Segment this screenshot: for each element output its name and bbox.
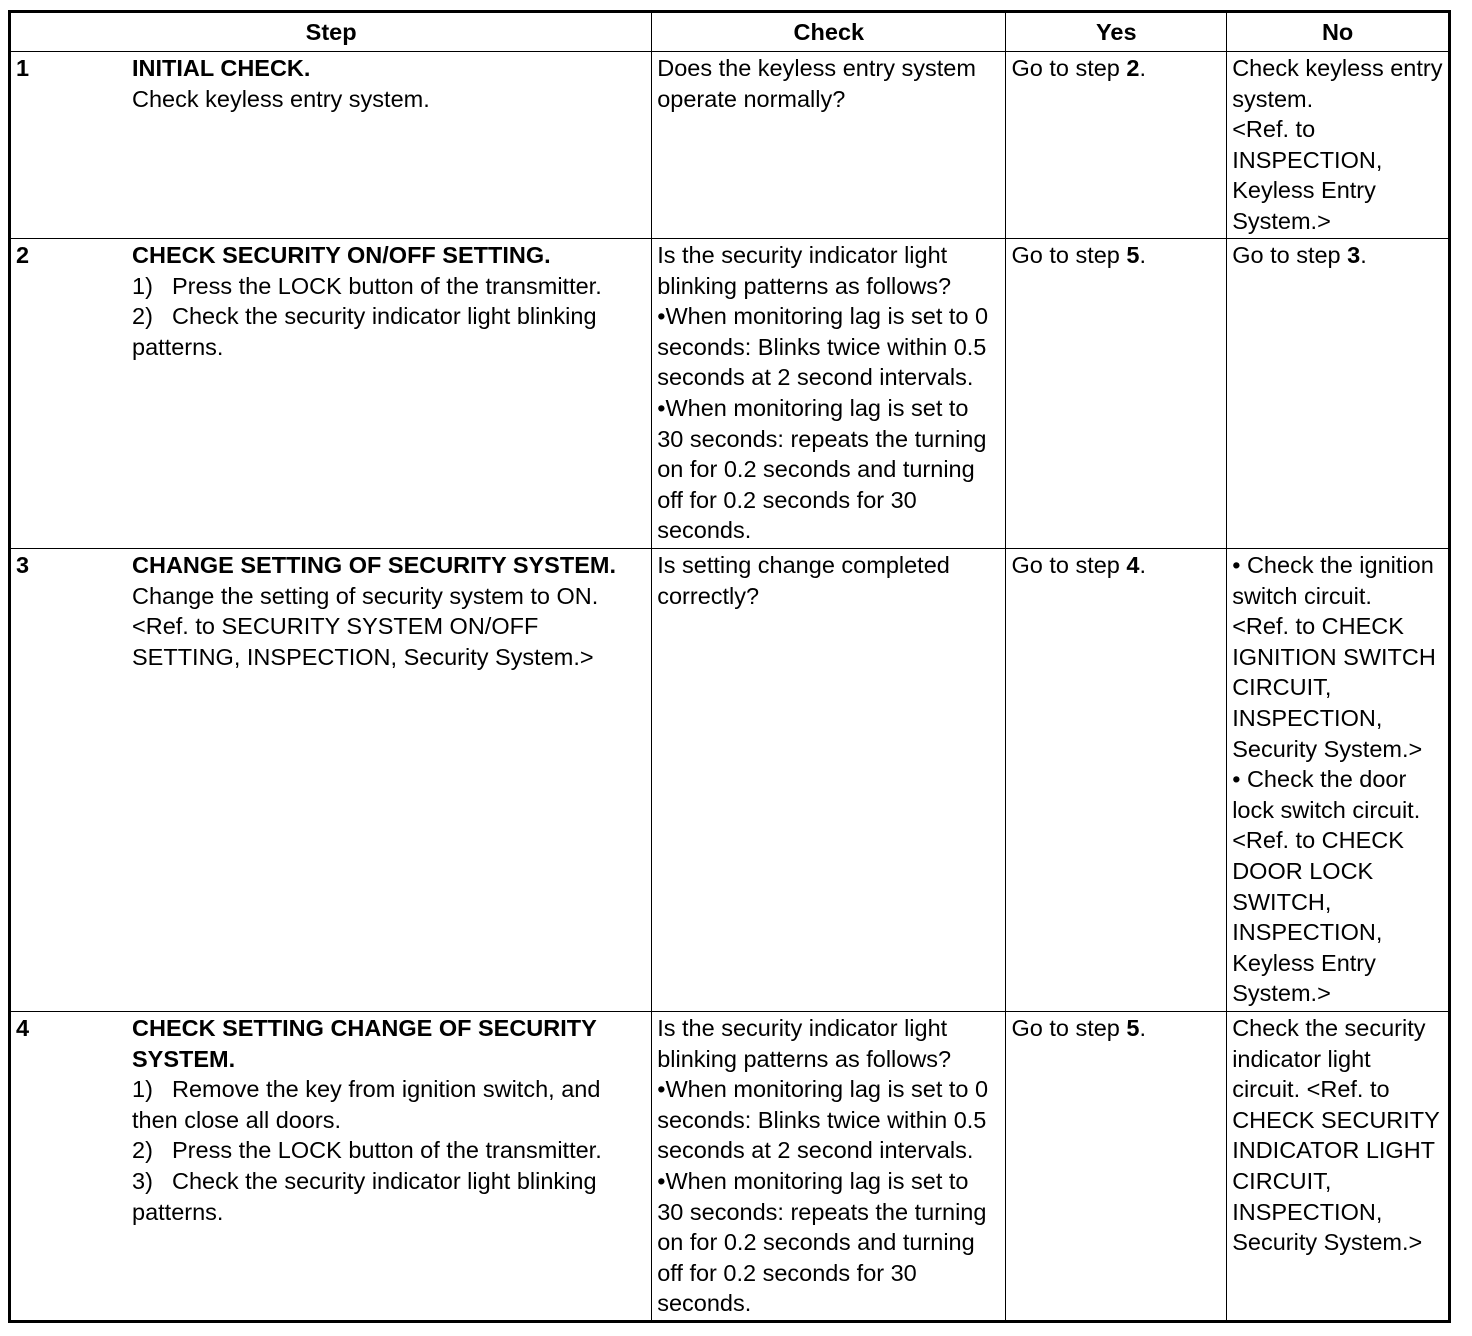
check-cell [652, 239, 1006, 549]
check-cell [652, 549, 1006, 1012]
check-text: Is the security indicator light blinking patterns as follows? [657, 242, 952, 299]
yes-cell: Go to step 5. [1006, 1012, 1227, 1322]
step-title: INITIAL CHECK. [132, 55, 311, 81]
yes-step-ref: 5 [1126, 1015, 1140, 1041]
check-text: Is the security indicator light blinking patterns as follows? [657, 1015, 952, 1072]
yes-cell: Go to step 5. [1006, 239, 1227, 549]
no-cell [1227, 52, 1450, 239]
step-title: CHECK SETTING CHANGE OF SECURITY SYSTEM. [132, 1015, 597, 1072]
header-no: No [1227, 12, 1450, 52]
yes-step-ref: 5 [1126, 242, 1140, 268]
check-cell [652, 52, 1006, 239]
step-title: CHANGE SETTING OF SECURITY SYSTEM. [132, 552, 616, 578]
step-number: 2 [16, 242, 30, 268]
no-text: Check the security indicator light circuit. <Ref. to CHECK SECURITY INDICATOR LIGHT CIRCUIT, INSPECTION, Security System.> [1232, 1015, 1440, 1256]
header-yes: Yes [1006, 12, 1227, 52]
check-bullet: •When monitoring lag is set to 30 seconds: repeats the turning on for 0.2 seconds and turning off for 0.2 seconds for 30 seconds. [657, 394, 987, 544]
no-reference: <Ref. to CHECK DOOR LOCK SWITCH, INSPECTION, Keyless Entry System.> [1232, 827, 1404, 1007]
table-row [10, 52, 1450, 239]
check-text: Does the keyless entry system operate normally? [657, 55, 976, 112]
header-row [10, 12, 1450, 52]
step-number: 3 [16, 552, 30, 578]
no-reference: <Ref. to INSPECTION, Keyless Entry System.> [1232, 116, 1383, 234]
table-row [10, 1012, 1450, 1322]
substep: 3) Check the security indicator light blinking patterns. [132, 1167, 597, 1225]
check-bullet: •When monitoring lag is set to 30 seconds: repeats the turning on for 0.2 seconds and turning off for 0.2 seconds for 30 seconds. [657, 1167, 987, 1317]
no-bullet: • Check the ignition switch circuit. [1232, 552, 1434, 609]
yes-cell: Go to step 4. [1006, 549, 1227, 1012]
yes-step-ref: 4 [1126, 552, 1140, 578]
step-cell [10, 239, 652, 549]
no-step-ref: 3 [1347, 242, 1361, 268]
step-text: Change the setting of security system to ON. [132, 582, 599, 609]
step-number: 4 [16, 1015, 30, 1041]
substep: 2) Press the LOCK button of the transmitter. [132, 1137, 602, 1164]
step-text: Check keyless entry system. [132, 85, 430, 112]
no-text: Check keyless entry system. [1232, 55, 1443, 112]
step-cell [10, 1012, 652, 1322]
no-bullet: • Check the door lock switch circuit. [1232, 766, 1421, 823]
check-cell [652, 1012, 1006, 1322]
check-bullet: •When monitoring lag is set to 0 seconds: Blinks twice within 0.5 seconds at 2 second intervals. [657, 1076, 989, 1164]
substep: 1) Press the LOCK button of the transmitter. [132, 272, 602, 299]
step-number: 1 [16, 55, 30, 81]
substep: 1) Remove the key from ignition switch, and then close all doors. [132, 1076, 601, 1133]
substep: 2) Check the security indicator light blinking patterns. [132, 303, 597, 360]
check-text: Is setting change completed correctly? [657, 552, 950, 609]
diagnostic-table [8, 10, 1451, 1323]
no-cell: Go to step 3. [1227, 239, 1450, 549]
table-row [10, 239, 1450, 549]
step-reference: <Ref. to SECURITY SYSTEM ON/OFF SETTING, INSPECTION, Security System.> [132, 613, 594, 670]
header-check: Check [652, 12, 1006, 52]
no-cell [1227, 1012, 1450, 1322]
yes-step-ref: 2 [1126, 55, 1140, 81]
no-reference: <Ref. to CHECK IGNITION SWITCH CIRCUIT, INSPECTION, Security System.> [1232, 613, 1436, 762]
step-cell [10, 549, 652, 1012]
yes-cell: Go to step 2. [1006, 52, 1227, 239]
no-cell [1227, 549, 1450, 1012]
check-bullet: •When monitoring lag is set to 0 seconds: Blinks twice within 0.5 seconds at 2 second intervals. [657, 303, 989, 391]
table-row [10, 549, 1450, 1012]
step-cell [10, 52, 652, 239]
header-step: Step [10, 12, 652, 52]
step-title: CHECK SECURITY ON/OFF SETTING. [132, 242, 551, 268]
